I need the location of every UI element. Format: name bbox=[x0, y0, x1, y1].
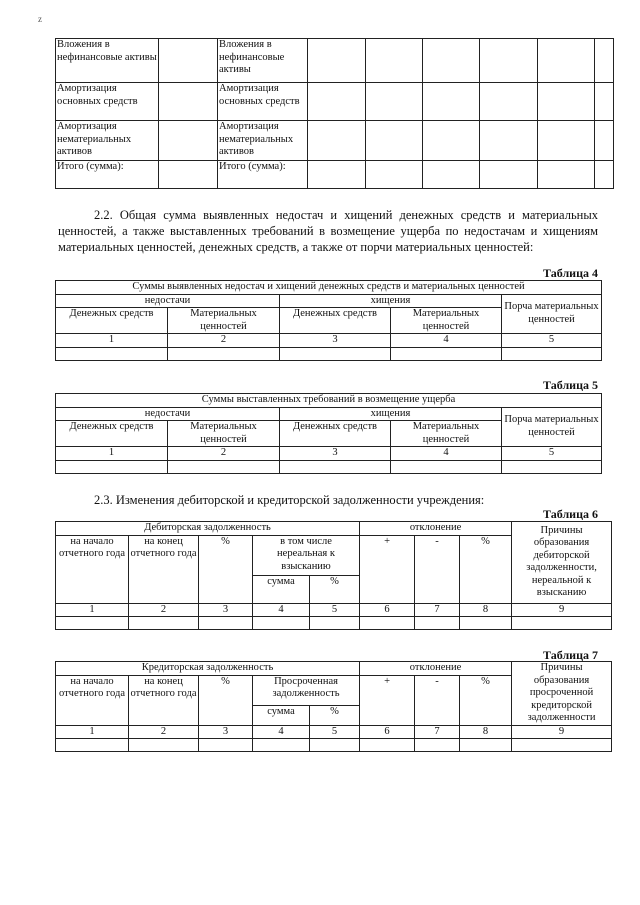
top-table-cell bbox=[308, 121, 366, 161]
table7-cell bbox=[360, 739, 415, 752]
top-table-cell bbox=[595, 39, 614, 83]
top-table-cell bbox=[423, 161, 480, 189]
table6-num: 7 bbox=[415, 603, 460, 617]
table6-start-year: на начало отчетного года bbox=[56, 535, 129, 603]
table7-num: 4 bbox=[253, 725, 310, 739]
table7-start-year: на начало отчетного года bbox=[56, 675, 129, 725]
top-table-cell bbox=[595, 161, 614, 189]
top-table-cell bbox=[159, 121, 218, 161]
top-table-cell bbox=[159, 39, 218, 83]
table5-cell bbox=[502, 460, 602, 473]
top-table-cell bbox=[366, 39, 423, 83]
top-table-cell bbox=[480, 83, 538, 121]
top-table-row bbox=[56, 39, 614, 83]
table7-cell bbox=[415, 739, 460, 752]
top-table-row bbox=[56, 161, 614, 189]
table7-label: Таблица 7 bbox=[543, 648, 598, 662]
table7-cell bbox=[129, 739, 199, 752]
table5-num: 3 bbox=[280, 447, 391, 461]
top-table-cell bbox=[538, 39, 595, 83]
table7-cell bbox=[56, 739, 129, 752]
top-table bbox=[55, 38, 614, 189]
table7-cell bbox=[310, 739, 360, 752]
top-table-cell bbox=[366, 121, 423, 161]
table7-num: 6 bbox=[360, 725, 415, 739]
table7-num: 7 bbox=[415, 725, 460, 739]
table6-uncollectable: в том числе нереальная к взысканию bbox=[253, 535, 360, 575]
table6-receivables: Дебиторская задолженность bbox=[56, 522, 360, 536]
top-table-cell bbox=[538, 83, 595, 121]
top-table-cell bbox=[538, 121, 595, 161]
table5-col: Материальных ценностей bbox=[168, 421, 280, 447]
table6-num: 1 bbox=[56, 603, 129, 617]
corner-mark: z bbox=[38, 14, 42, 24]
table7-num: 2 bbox=[129, 725, 199, 739]
top-table-cell bbox=[480, 161, 538, 189]
top-table-cell: Амортизация основных средств bbox=[56, 83, 159, 121]
table4-num: 4 bbox=[391, 334, 502, 348]
table5-group-shortage: недостачи bbox=[56, 407, 280, 421]
top-table-cell bbox=[159, 83, 218, 121]
table4-col: Материальных ценностей bbox=[391, 308, 502, 334]
table4-cell bbox=[391, 347, 502, 360]
table4-num: 1 bbox=[56, 334, 168, 348]
table6-plus: + bbox=[360, 535, 415, 603]
table7-dev-percent: % bbox=[460, 675, 512, 725]
table4-cell bbox=[502, 347, 602, 360]
table5-cell bbox=[391, 460, 502, 473]
table6-sub-percent: % bbox=[310, 575, 360, 603]
top-table-cell bbox=[595, 83, 614, 121]
table4-cell bbox=[280, 347, 391, 360]
top-table-cell bbox=[595, 121, 614, 161]
table5-cell bbox=[168, 460, 280, 473]
table7-plus: + bbox=[360, 675, 415, 725]
table4-col: Денежных средств bbox=[56, 308, 168, 334]
top-table-cell bbox=[423, 83, 480, 121]
top-table-cell bbox=[480, 121, 538, 161]
top-table-cell: Итого (сумма): bbox=[56, 161, 159, 189]
table5-num: 1 bbox=[56, 447, 168, 461]
table4-num: 2 bbox=[168, 334, 280, 348]
table7-num: 3 bbox=[199, 725, 253, 739]
top-table-cell bbox=[159, 161, 218, 189]
table6-num: 9 bbox=[512, 603, 612, 617]
table5-num: 5 bbox=[502, 447, 602, 461]
table7 bbox=[55, 661, 612, 752]
table6-num: 5 bbox=[310, 603, 360, 617]
table6-num: 2 bbox=[129, 603, 199, 617]
table4 bbox=[55, 280, 602, 361]
table4-num: 3 bbox=[280, 334, 391, 348]
table6-cell bbox=[56, 617, 129, 630]
table7-overdue: Просроченная задолженность bbox=[253, 675, 360, 705]
top-table-cell: Амортизация нематериальных активов bbox=[56, 121, 159, 161]
table6-num: 3 bbox=[199, 603, 253, 617]
top-table-cell: Амортизация нематериальных активов bbox=[218, 121, 308, 161]
top-table-cell bbox=[538, 161, 595, 189]
table6-percent: % bbox=[199, 535, 253, 603]
table5-spoilage: Порча материальных ценностей bbox=[502, 407, 602, 447]
table7-reasons: Причины образования просроченной кредиторской задолженности bbox=[512, 662, 612, 726]
table4-group-theft: хищения bbox=[280, 294, 502, 308]
table6-cell bbox=[310, 617, 360, 630]
table6-cell bbox=[460, 617, 512, 630]
table6-cell bbox=[129, 617, 199, 630]
table6-num: 8 bbox=[460, 603, 512, 617]
table4-cell bbox=[56, 347, 168, 360]
table6 bbox=[55, 521, 612, 630]
table6-cell bbox=[512, 617, 612, 630]
table6-reasons: Причины образования дебиторской задолженности, нереальной к взысканию bbox=[512, 522, 612, 604]
section-2-2-text: 2.2. Общая сумма выявленных недостач и хищений денежных средств и материальных ценностей, а также выставленных требований в возмещение ущерба по недостачам и хищениям материальных ценностей, денежных средств, а также от порчи материальных ценностей: bbox=[58, 208, 598, 254]
table5-cell bbox=[280, 460, 391, 473]
table4-spoilage: Порча материальных ценностей bbox=[502, 294, 602, 334]
table5-num: 2 bbox=[168, 447, 280, 461]
table7-sum: сумма bbox=[253, 705, 310, 725]
table4-group-shortage: недостачи bbox=[56, 294, 280, 308]
table4-label: Таблица 4 bbox=[543, 266, 598, 280]
top-table-row bbox=[56, 83, 614, 121]
top-table-cell bbox=[480, 39, 538, 83]
top-table-row bbox=[56, 121, 614, 161]
table6-num: 4 bbox=[253, 603, 310, 617]
table7-cell bbox=[199, 739, 253, 752]
table5-col: Денежных средств bbox=[280, 421, 391, 447]
table5-group-theft: хищения bbox=[280, 407, 502, 421]
top-table-cell bbox=[423, 39, 480, 83]
top-table-cell bbox=[366, 161, 423, 189]
top-table-cell bbox=[308, 161, 366, 189]
table6-cell bbox=[253, 617, 310, 630]
table5-label: Таблица 5 bbox=[543, 378, 598, 392]
top-table-cell bbox=[308, 39, 366, 83]
table7-deviation: отклонение bbox=[360, 662, 512, 676]
top-table-cell: Амортизация основных средств bbox=[218, 83, 308, 121]
table7-end-year: на конец отчетного года bbox=[129, 675, 199, 725]
table7-cell bbox=[253, 739, 310, 752]
top-table-cell: Вложения в нефинансовые активы bbox=[56, 39, 159, 83]
table4-col: Материальных ценностей bbox=[168, 308, 280, 334]
top-table-cell bbox=[308, 83, 366, 121]
table7-num: 5 bbox=[310, 725, 360, 739]
section-2-3-text: 2.3. Изменения дебиторской и кредиторской задолженности учреждения: bbox=[94, 493, 485, 507]
table5-cell bbox=[56, 460, 168, 473]
top-table-cell: Вложения в нефинансовые активы bbox=[218, 39, 308, 83]
table4-col: Денежных средств bbox=[280, 308, 391, 334]
table5 bbox=[55, 393, 602, 474]
table5-col: Материальных ценностей bbox=[391, 421, 502, 447]
table7-sub-percent: % bbox=[310, 705, 360, 725]
table7-minus: - bbox=[415, 675, 460, 725]
table4-title: Суммы выявленных недостач и хищений денежных средств и материальных ценностей bbox=[56, 281, 602, 295]
table6-cell bbox=[360, 617, 415, 630]
top-table-cell bbox=[423, 121, 480, 161]
table5-title: Суммы выставленных требований в возмещение ущерба bbox=[56, 394, 602, 408]
table6-end-year: на конец отчетного года bbox=[129, 535, 199, 603]
table6-cell bbox=[199, 617, 253, 630]
table7-cell bbox=[460, 739, 512, 752]
table7-num: 1 bbox=[56, 725, 129, 739]
table4-num: 5 bbox=[502, 334, 602, 348]
table6-deviation: отклонение bbox=[360, 522, 512, 536]
table7-num: 8 bbox=[460, 725, 512, 739]
top-table-cell bbox=[366, 83, 423, 121]
table6-sum: сумма bbox=[253, 575, 310, 603]
table7-num: 9 bbox=[512, 725, 612, 739]
table7-payables: Кредиторская задолженность bbox=[56, 662, 360, 676]
table6-minus: - bbox=[415, 535, 460, 603]
table6-dev-percent: % bbox=[460, 535, 512, 603]
table6-label: Таблица 6 bbox=[543, 507, 598, 521]
table7-percent: % bbox=[199, 675, 253, 725]
table6-cell bbox=[415, 617, 460, 630]
top-table-cell: Итого (сумма): bbox=[218, 161, 308, 189]
table5-col: Денежных средств bbox=[56, 421, 168, 447]
table7-cell bbox=[512, 739, 612, 752]
table4-cell bbox=[168, 347, 280, 360]
table5-num: 4 bbox=[391, 447, 502, 461]
table6-num: 6 bbox=[360, 603, 415, 617]
